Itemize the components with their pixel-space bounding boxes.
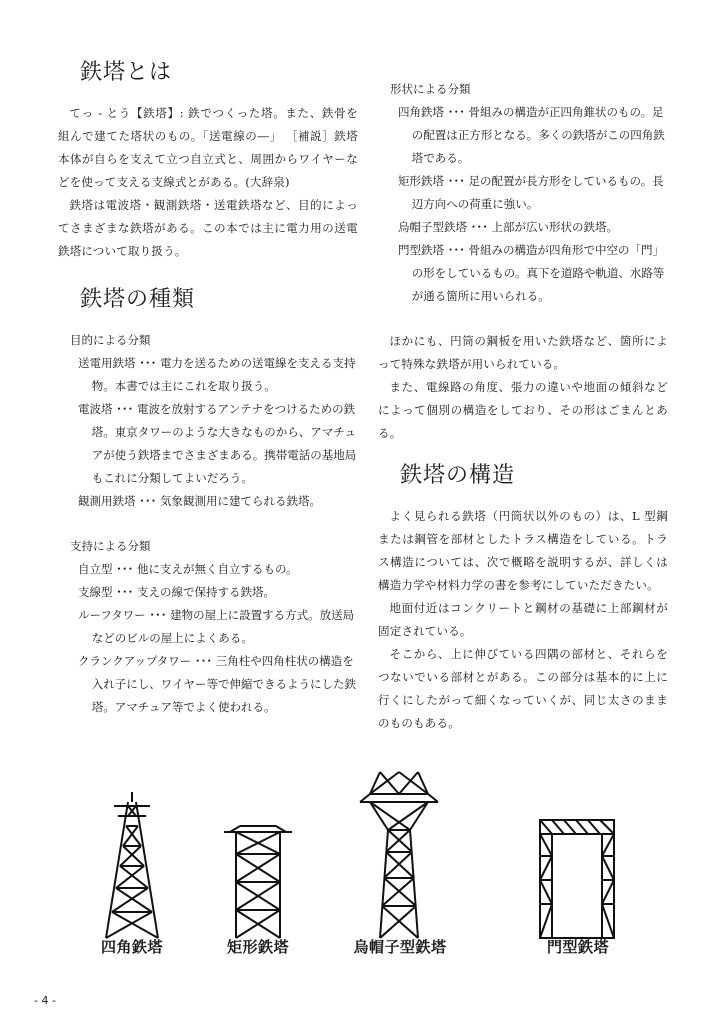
rectangular-tower-illustration bbox=[222, 824, 294, 940]
square-tower-illustration bbox=[100, 790, 164, 940]
support-item: 支線型 ･･･ 支えの線で保持する鉄塔。 bbox=[78, 585, 276, 599]
purpose-item: 観測用鉄塔 ･･･ 気象観測用に建てられる鉄塔。 bbox=[78, 494, 322, 508]
members-paragraph: そこから、上に伸びている四隅の部材と、それらをつないでいる部材とがある。この部分は基本的に上に行くにしたがって細くなっていくが、同じ太さのままのものもある。 bbox=[378, 647, 668, 730]
support-item: ルーフタワー ･･･ 建物の屋上に設置する方式。放送局などのビルの屋上によくある。 bbox=[78, 608, 355, 645]
other-towers-paragraph: ほかにも、円筒の鋼板を用いた鉄塔など、箇所によって特殊な鉄塔が用いられている。 bbox=[378, 334, 668, 371]
square-tower-label: 四角鉄塔 bbox=[100, 938, 163, 956]
definition-paragraph: てっ - とう【鉄塔】: 鉄でつくった塔。また、鉄骨を組んで建てた塔状のもの。「送電線の―」 ［補説］鉄塔本体が自らを支えて立つ自立式と、周囲からワイヤーなどを使って支える支線式とがある。(大辞泉) bbox=[58, 106, 358, 189]
purpose-item: 電波塔 ･･･ 電波を放射するアンテナをつけるための鉄塔。東京タワーのような大きなものから、アマチュアが使う鉄塔までさまざまある。携帯電話の基地局もこれに分類してよいだろう。 bbox=[78, 402, 357, 485]
eboshi-tower-illustration bbox=[358, 768, 440, 940]
shape-item: 矩形鉄塔 ･･･ 足の配置が長方形をしているもの。長辺方向への荷重に強い。 bbox=[398, 174, 664, 211]
foundation-paragraph: 地面付近はコンクリートと鋼材の基礎に上部鋼材が固定されている。 bbox=[378, 601, 668, 638]
shape-item: 門型鉄塔 ･･･ 骨組みの構造が四角形で中空の「門」の形をしているもの。真下を道路や軌道、水路等が通る箇所に用いられる。 bbox=[398, 243, 665, 303]
support-item: クランクアップタワー ･･･ 三角柱や四角柱状の構造を入れ子にし、ワイヤー等で伸縮できるようにした鉄塔。アマチュア等でよく使われる。 bbox=[78, 654, 356, 714]
page-number: - 4 - bbox=[34, 994, 56, 1007]
section-title-what-is-tower: 鉄塔とは bbox=[80, 60, 173, 85]
support-item: 自立型 ･･･ 他に支えが無く自立するもの。 bbox=[78, 562, 298, 576]
intro-paragraph: 鉄塔は電波塔・観測鉄塔・送電鉄塔など、目的によってさまざまな鉄塔がある。この本では主に電力用の送電鉄塔について取り扱う。 bbox=[58, 198, 358, 258]
gate-tower-label: 門型鉄塔 bbox=[546, 938, 609, 956]
variety-paragraph: また、電線路の角度、張力の違いや地面の傾斜などによって個別の構造をしており、その形はごまんとある。 bbox=[378, 380, 668, 440]
structure-paragraph: よく見られる鉄塔（円筒状以外のもの）は、L 型鋼または鋼管を部材としたトラス構造をしている。トラス構造については、次で概略を説明するが、詳しくは構造力学や材料力学の書を参考にしていただきたい。 bbox=[378, 509, 668, 592]
left-column bbox=[58, 58, 358, 719]
section-title-tower-structure: 鉄塔の構造 bbox=[400, 463, 516, 488]
section-title-tower-types: 鉄塔の種類 bbox=[80, 287, 196, 312]
gate-tower-illustration bbox=[536, 816, 618, 940]
shape-item: 烏帽子型鉄塔 ･･･ 上部が広い形状の鉄塔。 bbox=[398, 220, 619, 234]
shape-item: 四角鉄塔 ･･･ 骨組みの構造が正四角錐状のもの。足の配置は正方形となる。多くの鉄塔がこの四角鉄塔である。 bbox=[398, 105, 665, 165]
purpose-heading: 目的による分類 bbox=[70, 333, 151, 347]
eboshi-tower-label: 烏帽子型鉄塔 bbox=[353, 938, 447, 956]
right-column bbox=[378, 78, 668, 735]
purpose-item: 送電用鉄塔 ･･･ 電力を送るための送電線を支える支持物。本書では主にこれを取り扱う。 bbox=[78, 356, 356, 393]
support-heading: 支持による分類 bbox=[70, 539, 151, 553]
rectangular-tower-label: 矩形鉄塔 bbox=[226, 938, 289, 956]
shape-heading: 形状による分類 bbox=[390, 82, 471, 96]
